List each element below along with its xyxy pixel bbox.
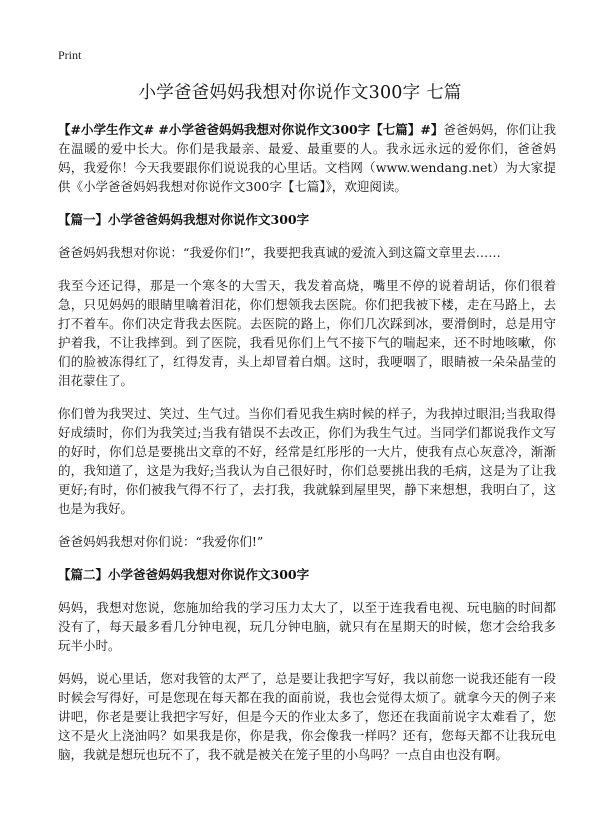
- section-1-paragraph-2: 我至今还记得，那是一个寒冬的大雪天，我发着高烧，嘴里不停的说着胡话，你们很着急，只见妈妈的眼睛里噙着泪花，你们想领我去医院。你们把我被下楼，走在马路上，去打不着车。你们决定背我去医院。去医院的路上，你们几次踩到冰，要滑倒时，总是用守护着我，不让我摔到。到了医院，我看见你们上气不接下气的喘起来，还不时地咳嗽，你们的脸被冻得红了，红得发青，头上却冒着白烟。这时，我哽咽了，眼睛被一朵朵晶莹的泪花蒙住了。: [58, 278, 556, 388]
- section-1-paragraph-1: 爸爸妈妈我想对你说：“我爱你们!”，我要把我真诚的爱流入到这篇文章里去……: [58, 245, 501, 260]
- section-1-paragraph-3: 你们曾为我哭过、笑过、生气过。当你们看见我生病时候的样子，为我掉过眼泪;当我取得好成绩时，你们为我笑过;当我有错误不去改正，你们为我生气过。当同学们都说我作文写的好时，你们总是要挑出文章的不好，经常是红彤彤的一大片，使我有点心灰意冷，渐渐的，我知道了，这是为我好;当我认为自己很好时，你们总要挑出我的毛病，这是为了让我更好;有时，你们被我气得不行了，去打我，我就躲到屋里哭，静下来想想，我明白了，这也是为我好。: [58, 406, 556, 516]
- section-1-paragraph-4: 爸爸妈妈我想对你们说：“我爱你们!”: [58, 534, 264, 549]
- document-content: [58, 120, 556, 778]
- section-2-paragraph-1: 妈妈，我想对您说，您施加给我的学习压力太大了，以至于连我看电视、玩电脑的时间都没有了，每天最多看几分钟电视，玩几分钟电脑，就只有在星期天的时候，您才会给我多玩半小时。: [58, 600, 556, 653]
- section-heading-2: 【篇二】小学爸爸妈妈我想对你说作文300字: [58, 567, 310, 582]
- intro-body: 爸爸妈妈，你们让我在温暖的爱中长大。你们是我最亲、最爱、最重要的人。我永远永远的爱你们，爸爸妈妈，我爱你！今天我要跟你们说说我的心里话。文档网（www.wendang.net）为大家提供《小学爸爸妈妈我想对你说作文300字【七篇】》，欢迎阅读。: [58, 122, 556, 194]
- section-heading-1: 【篇一】小学爸爸妈妈我想对你说作文300字: [58, 212, 310, 227]
- intro-lead: 【#小学生作文# #小学爸爸妈妈我想对你说作文300字【七篇】#】: [58, 122, 444, 137]
- section-2-paragraph-2: 妈妈，说心里话，您对我管的太严了，总是要让我把字写好，我以前您一说我还能有一段时候会写得好，可是您现在每天都在我的面前说，我也会觉得太烦了。就拿今天的例子来讲吧，你老是要让我把字写好，但是今天的作业太多了，您还在我面前说字太难看了，您这不是火上浇油吗？如果我是你，你是我，你会像我一样吗？还有，您每天都不让我玩电脑，我就是想玩也玩不了，我不就是被关在笼子里的小鸟吗？一点自由也没有啊。: [58, 671, 556, 762]
- print-label: Print: [58, 48, 82, 62]
- document-title: 小学爸爸妈妈我想对你说作文300字 七篇: [138, 83, 462, 103]
- intro-paragraph: [58, 120, 556, 196]
